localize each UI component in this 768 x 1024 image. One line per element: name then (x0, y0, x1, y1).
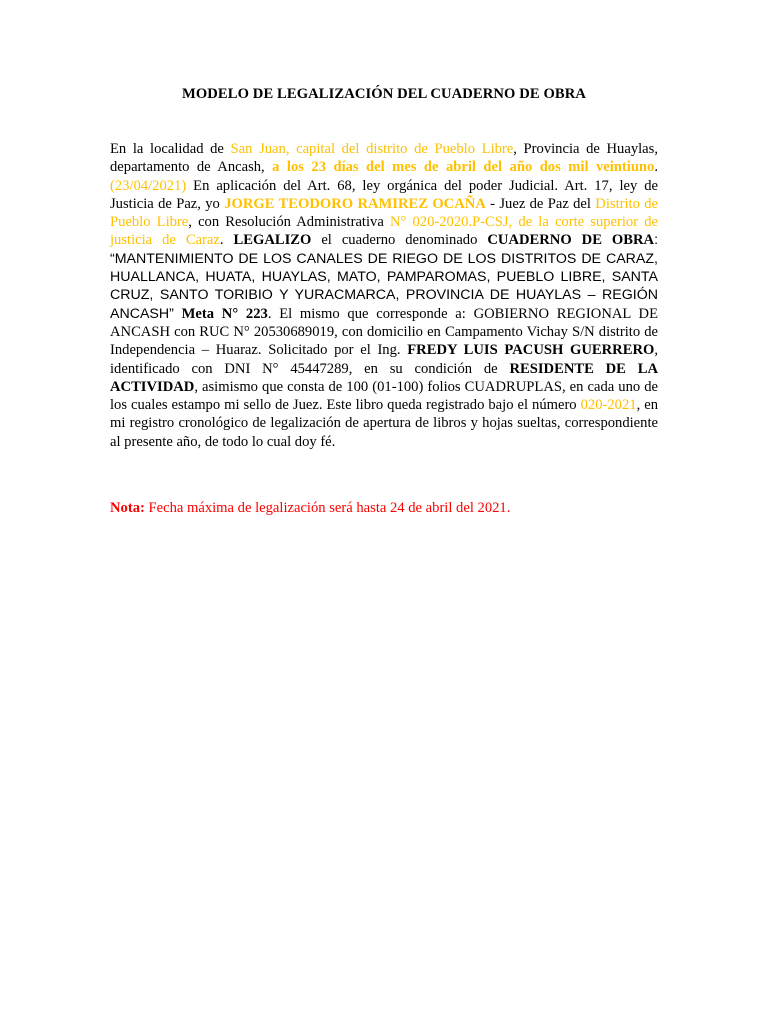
registry-number: 020-2021 (580, 397, 637, 414)
body-text: En la localidad de (110, 141, 231, 157)
resolution-number: N° 020-2020.P-CSJ (389, 214, 509, 231)
notebook-name: CUADERNO DE OBRA (487, 232, 655, 249)
body-text: . (219, 232, 234, 249)
body-text: , Provincia de Huaylas, departamento de Ancash, (110, 141, 658, 176)
body-text: . (654, 159, 659, 176)
body-text: , con Resolución Administrativa (188, 214, 390, 231)
district-highlight: Distrito de Pueblo Libre (110, 195, 658, 231)
body-text (174, 306, 182, 322)
date-numeric-highlight: (23/04/2021) (110, 177, 187, 194)
note-text: Fecha máxima de legalización será hasta 24 de abril del 2021. (144, 500, 511, 516)
court-highlight: de la corte superior de justicia de Caraz (110, 214, 658, 249)
body-text: , identificado con DNI N° 45447289, en su condición de (110, 342, 659, 377)
engineer-name: FREDY LUIS PACUSH GUERRERO (407, 342, 655, 359)
body-text: - Juez de Paz del (485, 195, 596, 212)
legalization-paragraph (110, 140, 658, 451)
body-text: , (508, 214, 519, 231)
body-text: el cuaderno denominado (311, 232, 488, 249)
judge-name: JORGE TEODORO RAMIREZ OCAÑA (224, 195, 486, 212)
project-title: : “MANTENIMIENTO DE LOS CANALES DE RIEGO DE LOS DISTRITOS DE CARAZ, HUALLANCA, HUATA, HUAYLAS, MATO, PAMPAROMAS, PUEBLO LIBRE, SANTA CRUZ, SANTO TORIBIO Y YURACMARCA, PROVINCIA DE HUAYLAS – REGIÓN ANCASH” (110, 232, 659, 322)
document-title: MODELO DE LEGALIZACIÓN DEL CUADERNO DE OBRA (181, 86, 587, 102)
body-text: . El mismo que corresponde a: GOBIERNO REGIONAL DE ANCASH con RUC N° 20530689019, con domicilio en Campamento Vichay S/N distrito de Independencia – Huaraz. Solicitado por el Ing. (110, 305, 658, 359)
locality-highlight: San Juan, capital del distrito de Pueblo Libre (230, 141, 514, 157)
note-label: Nota: (110, 500, 145, 516)
note-line (110, 500, 658, 517)
body-text: En aplicación del Art. 68, ley orgánica del poder Judicial. Art. 17, ley de Justicia de Paz, yo (110, 177, 658, 212)
legalizo-keyword: LEGALIZO (233, 232, 312, 249)
body-text: , asimismo que consta de 100 (01-100) folios CUADRUPLAS, en cada uno de los cuales estampo mi sello de Juez. Este libro queda registrado bajo el número (110, 378, 658, 414)
body-text: , en mi registro cronológico de legalización de apertura de libros y hojas sueltas, correspondiente al presente año, de todo lo cual doy fé. (110, 397, 659, 450)
meta-number: Meta N° 223 (181, 305, 268, 322)
role-title: RESIDENTE DE LA ACTIVIDAD (110, 360, 659, 395)
date-highlight: a los 23 días del mes de abril del año dos mil veintiuno (272, 159, 655, 176)
